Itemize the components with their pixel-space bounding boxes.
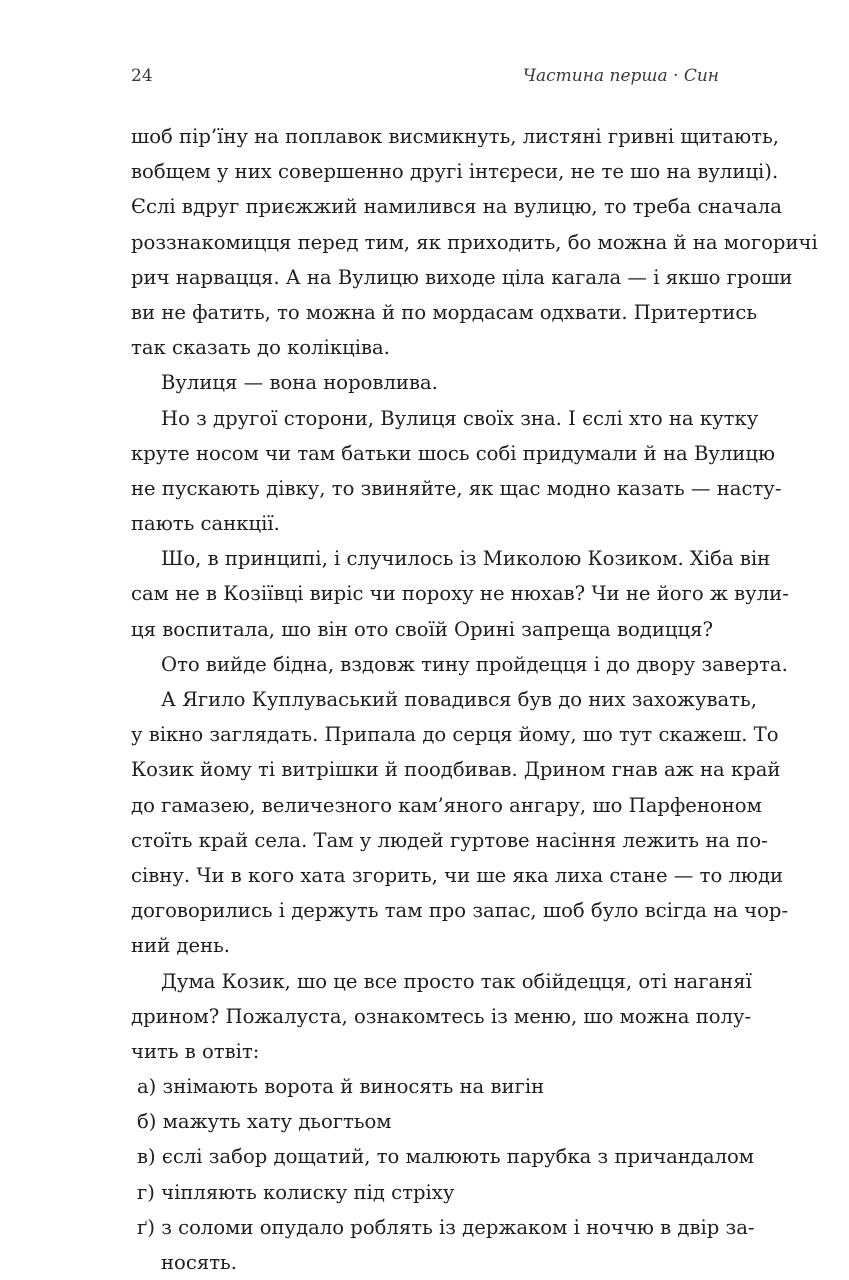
text-line: Шо, в принципі, і случилось із Миколою Козиком. Хіба він [161, 547, 771, 571]
running-head: Частина перша · Син [522, 66, 719, 86]
text-line: до гамазею, величезного кам’яного ангару, шо Парфеноном [131, 793, 762, 817]
text-line: сівну. Чи в кого хата згорить, чи ше яка лиха стане — то люди [131, 863, 784, 887]
text-line: сам не в Козіївці виріс чи пороху не нюхав? Чи не його ж вули- [131, 582, 789, 606]
list-item: в) єслі забор дощатий, то малюють парубка з причандалом [137, 1145, 755, 1169]
text-line: договорились і держуть там про запас, шоб було всігда на чор- [131, 899, 789, 923]
text-line: у вікно заглядать. Припала до серця йому, шо тут скажеш. То [131, 723, 779, 747]
list-item: г) чіпляють колиску під стріху [137, 1180, 455, 1204]
page-header [131, 66, 719, 90]
paragraph [131, 365, 719, 400]
text-line: Козик йому ті витрішки й поодбивав. Дрином гнав аж на край [131, 758, 781, 782]
paragraph [131, 964, 752, 1070]
text-line: рич нарвацця. А на Вулицю виходе ціла кагала — і якшо гроши [131, 265, 793, 289]
paragraph [131, 119, 818, 365]
paragraph [131, 401, 782, 542]
paragraph [131, 647, 788, 682]
text-line: Дума Козик, шо це все просто так обійдецця, оті наганяї [161, 969, 752, 993]
text-line: так сказать до колікціва. [131, 336, 390, 360]
text-line: Ото вийде бідна, вздовж тину пройдецця і до двору заверта. [161, 652, 788, 676]
text-line: Но з другої сторони, Вулиця своїх зна. І єслі хто на кутку [161, 406, 759, 430]
text-line: пають санкції. [131, 512, 280, 536]
text-line: шоб пір’їну на поплавок висмикнуть, листяні гривні щитають, [131, 125, 779, 148]
body-text [131, 119, 818, 1280]
paragraph [131, 682, 789, 964]
text-line: А Ягило Куплуваський повадився був до них захожувать, [161, 688, 757, 711]
text-line: круте носом чи там батьки шось собі придумали й на Вулицю [131, 441, 776, 465]
list-item: б) мажуть хату дьогтьом [137, 1110, 392, 1134]
text-line: чить в отвіт: [131, 1039, 260, 1063]
text-line: роззнакомицця перед тим, як приходить, бо можна й на могоричі [131, 230, 818, 254]
list-item: а) знімають ворота й виносять на вигін [137, 1075, 545, 1099]
page-number: 24 [131, 66, 153, 86]
text-line: ви не фатить, то можна й по мордасам одхвати. Притертись [131, 300, 757, 324]
text-line: стоїть край села. Там у людей гуртове насіння лежить на по- [131, 828, 768, 852]
text-line: не пускають дівку, то звиняйте, як щас модно казать — насту- [131, 476, 782, 500]
text-line: ний день. [131, 934, 231, 958]
paragraph [131, 541, 789, 647]
list [131, 1069, 755, 1280]
text-line: вобщем у них совершенно другі інтєреси, не те шо на вулиці). [131, 160, 779, 184]
text-line: ця воспитала, шо він ото своїй Орині запреща водицця? [131, 617, 713, 641]
list-item: ґ) з соломи опудало роблять із держаком і ноччю в двір за- [137, 1215, 755, 1239]
list-item-continuation: носять. [161, 1251, 237, 1274]
text-line: дрином? Пожалуста, ознакомтесь із меню, шо можна полу- [131, 1004, 752, 1028]
text-line: Вулиця — вона норовлива. [161, 371, 438, 395]
text-line: Єслі вдруг приєжжий намилився на вулицю, то треба сначала [131, 195, 782, 219]
